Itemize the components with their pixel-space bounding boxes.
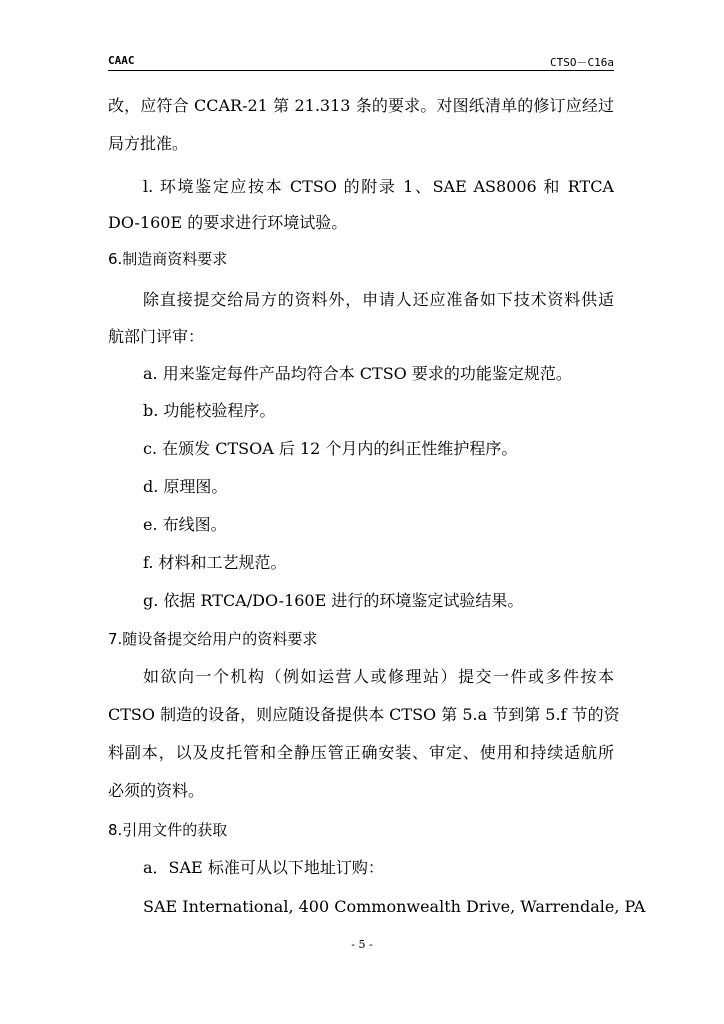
paragraph-line: 料副本，以及皮托管和全静压管正确安装、审定、使用和持续适航所 — [108, 743, 614, 762]
page-number: - 5 - — [351, 938, 373, 951]
paragraph-line: 必须的资料。 — [108, 781, 205, 800]
list-item: d. 原理图。 — [143, 477, 228, 496]
list-item: b. 功能校验程序。 — [143, 401, 276, 420]
paragraph-line: DO-160E 的要求进行环境试验。 — [108, 213, 348, 232]
paragraph-line: SAE International, 400 Commonwealth Drive, Warrendale, PA — [143, 897, 646, 916]
paragraph-line: l. 环境鉴定应按本 CTSO 的附录 1、SAE AS8006 和 RTCA — [143, 177, 614, 196]
paragraph-line: 如欲向一个机构（例如运营人或修理站）提交一件或多件按本 — [143, 667, 614, 686]
list-item: e. 布线图。 — [143, 515, 227, 534]
page-header — [108, 50, 614, 71]
header-doc-id: CTSO－C16a — [550, 56, 614, 69]
paragraph-line: 改，应符合 CCAR-21 第 21.313 条的要求。对图纸清单的修订应经过 — [108, 96, 614, 115]
header-org: CAAC — [108, 54, 135, 67]
section-heading-8: 8.引用文件的获取 — [108, 821, 228, 839]
list-item: a．SAE 标准可从以下地址订购： — [143, 858, 384, 877]
paragraph-line: 航部门评审： — [108, 327, 205, 346]
list-item: c. 在颁发 CTSOA 后 12 个月内的纠正性维护程序。 — [143, 439, 518, 458]
list-item: g. 依据 RTCA/DO-160E 进行的环境鉴定试验结果。 — [143, 591, 524, 610]
list-item: a. 用来鉴定每件产品均符合本 CTSO 要求的功能鉴定规范。 — [143, 364, 572, 383]
paragraph-line: 局方批准。 — [108, 134, 189, 153]
paragraph-line: 除直接提交给局方的资料外，申请人还应准备如下技术资料供适 — [143, 290, 614, 309]
section-heading-7: 7.随设备提交给用户的资料要求 — [108, 630, 318, 648]
paragraph-line: CTSO 制造的设备，则应随设备提供本 CTSO 第 5.a 节到第 5.f 节的资 — [108, 705, 620, 724]
list-item: f. 材料和工艺规范。 — [143, 553, 287, 572]
section-heading-6: 6.制造商资料要求 — [108, 250, 228, 268]
